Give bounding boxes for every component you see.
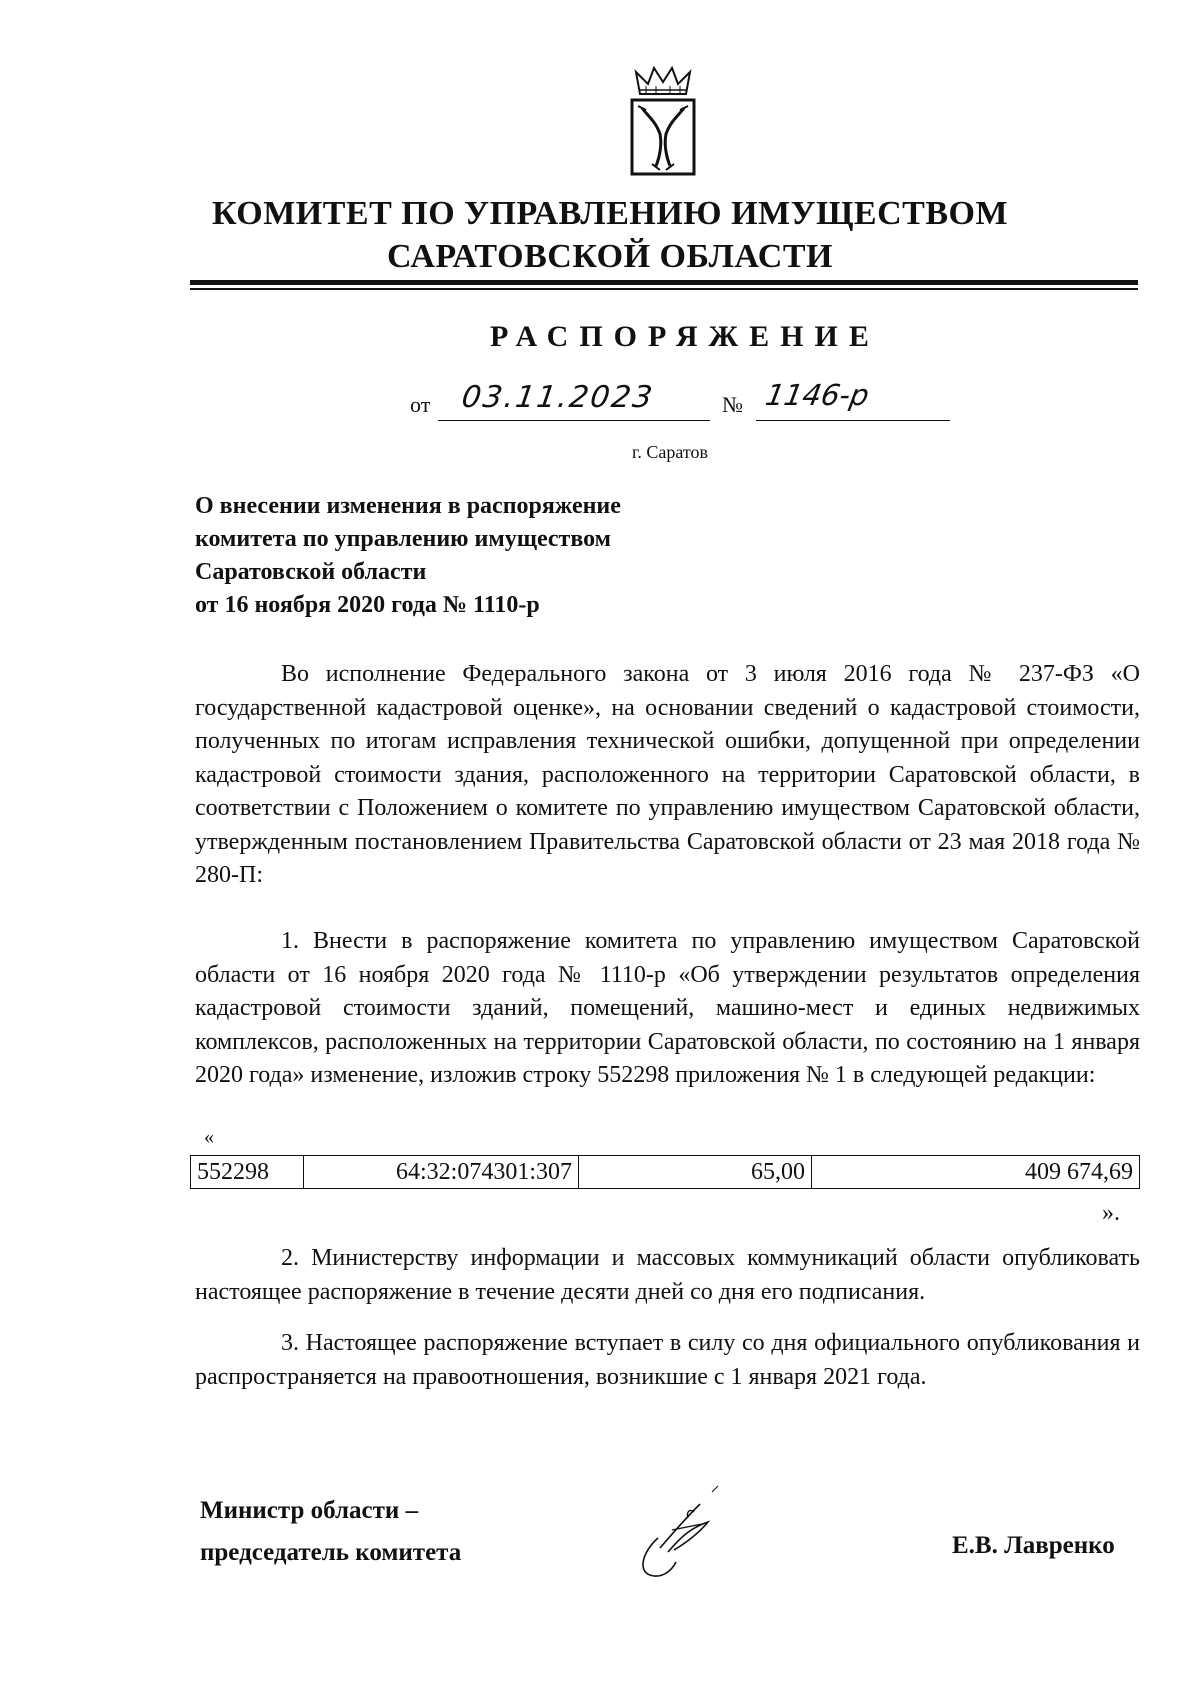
subject-line: от 16 ноября 2020 года № 1110-р	[195, 592, 540, 618]
item-2-paragraph: 2. Министерству информации и массовых коммуникаций области опубликовать настоящее распоряжение в течение десяти дней со дня его подписания.	[195, 1245, 1140, 1305]
date-underline	[438, 420, 710, 421]
position-line: Министр области –	[200, 1497, 419, 1524]
subject-block	[195, 490, 795, 622]
date-label: от	[410, 392, 431, 417]
item-3-paragraph: 3. Настоящее распоряжение вступает в силу со дня официального опубликования и распространяется на правоотношения, возникшие с 1 января 2021 года.	[195, 1330, 1140, 1390]
date-number-row	[400, 380, 960, 420]
position-line: председатель комитета	[200, 1539, 462, 1566]
item-1-paragraph: 1. Внести в распоряжение комитета по управлению имуществом Саратовской области от 16 ноября 2020 года № 1110-р «Об утверждении результатов определения кадастровой стоимости зданий, помещений, машино-мест и единых недвижимых комплексов, расположенных на территории Саратовской области, по состоянию на 1 января 2020 года» изменение, изложив строку 552298 приложения № 1 в следующей редакции:	[195, 928, 1140, 1088]
subject-line: О внесении изменения в распоряжение	[195, 493, 621, 519]
header-divider-thick	[190, 280, 1138, 285]
city: г. Саратов	[632, 442, 708, 462]
document-type: РАСПОРЯЖЕНИЕ	[490, 320, 880, 353]
header-divider-thin	[190, 288, 1138, 290]
table-row	[191, 1156, 1140, 1189]
signatory-name: Е.В. Лавренко	[952, 1532, 1115, 1559]
saratov-coat-of-arms-icon	[626, 64, 700, 186]
cadastral-number-cell: 64:32:074301:307	[304, 1156, 579, 1189]
number-underline	[756, 420, 950, 421]
org-title-line2: САРАТОВСКОЙ ОБЛАСТИ	[387, 238, 833, 275]
number-value: 1146-р	[763, 378, 872, 412]
number-label: №	[722, 392, 743, 417]
quote-open: «	[204, 1126, 214, 1148]
handwritten-signature-icon	[628, 1478, 738, 1588]
subject-line: комитета по управлению имуществом	[195, 526, 612, 552]
signatory-position	[200, 1490, 461, 1574]
amended-row-table	[190, 1155, 1140, 1189]
date-value: 03.11.2023	[459, 380, 657, 415]
org-title-line1: КОМИТЕТ ПО УПРАВЛЕНИЮ ИМУЩЕСТВОМ	[211, 195, 1009, 232]
subject-line: Саратовской области	[195, 559, 427, 585]
quote-close: ».	[1102, 1200, 1120, 1226]
intro-paragraph: Во исполнение Федерального закона от 3 июля 2016 года № 237-ФЗ «О государственной кадастровой оценке», на основании сведений о кадастровой стоимости, полученных по итогам исправления технической ошибки, допущенной при определении кадастровой стоимости здания, расположенного на территории Саратовской области, в соответствии с Положением о комитете по управлению имуществом Саратовской области, утвержденным постановлением Правительства Саратовской области от 23 мая 2018 года № 280-П:	[195, 661, 1140, 888]
area-cell: 65,00	[579, 1156, 812, 1189]
cadastral-value-cell: 409 674,69	[812, 1156, 1140, 1189]
row-number-cell: 552298	[191, 1156, 304, 1189]
